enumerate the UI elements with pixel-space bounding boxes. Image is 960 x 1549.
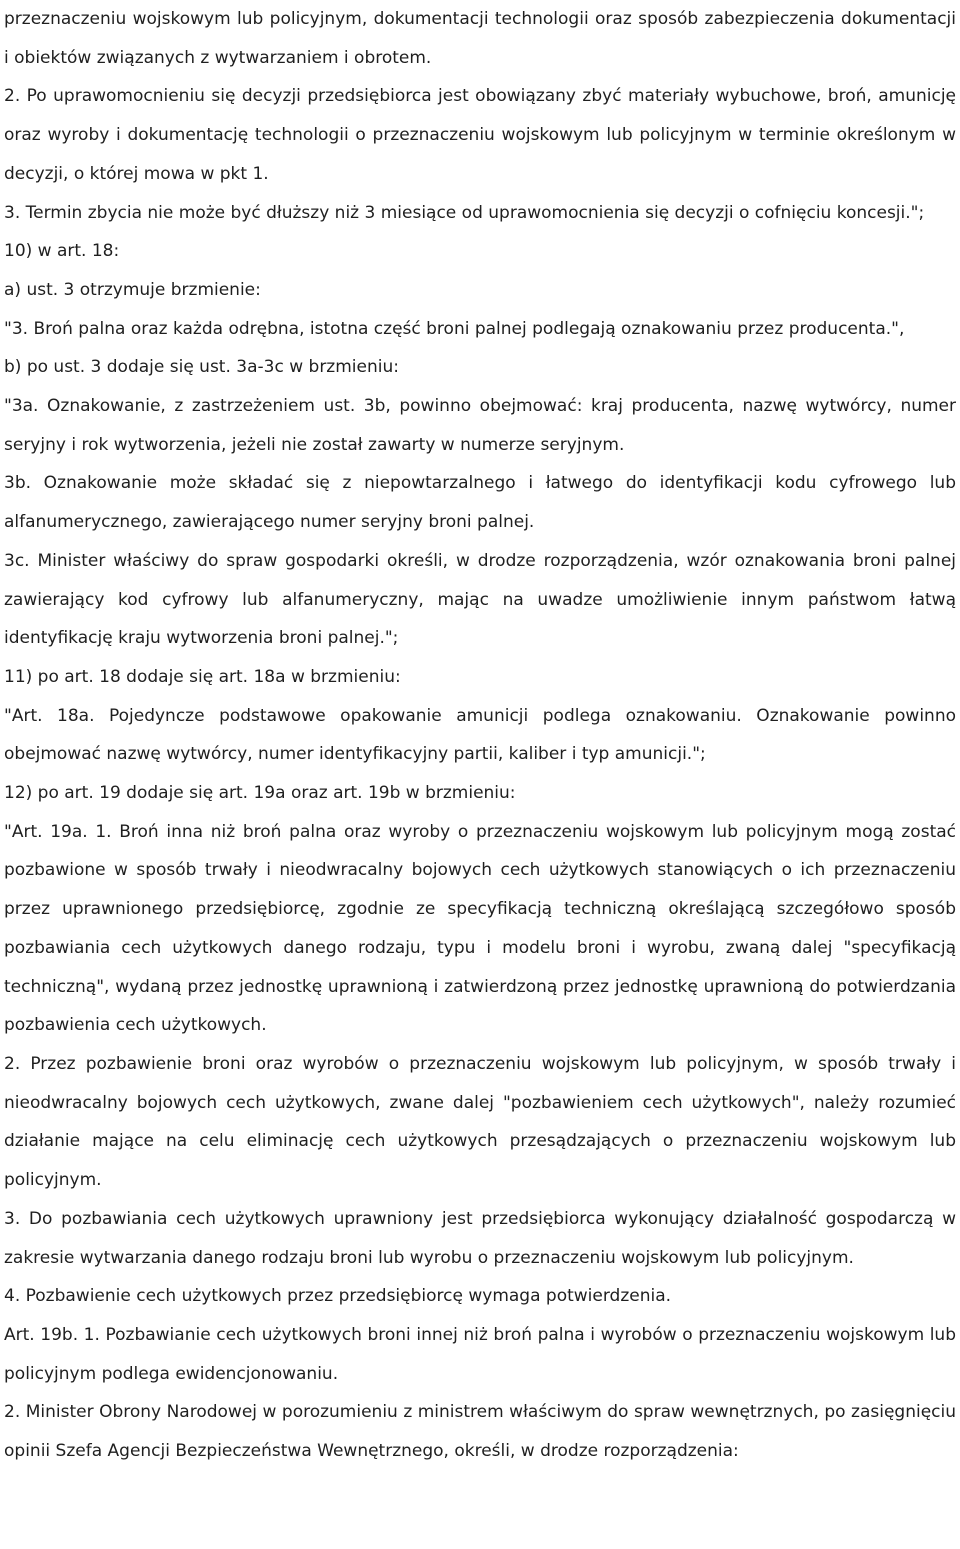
- paragraph: 2. Przez pozbawienie broni oraz wyrobów o przeznaczeniu wojskowym lub policyjnym, w sposób trwały i nieodwracalny bojowych cech użytkowych, zwane dalej "pozbawieniem cech użytkowych", należy rozumieć działanie mające na celu eliminację cech użytkowych przesądzających o przeznaczeniu wojskowym lub policyjnym.: [4, 1053, 956, 1191]
- paragraph: "3. Broń palna oraz każda odrębna, istotna część broni palnej podlegają oznakowaniu przez producenta.",: [4, 318, 905, 339]
- paragraph: 3b. Oznakowanie może składać się z niepowtarzalnego i łatwego do identyfikacji kodu cyfrowego lub alfanumerycznego, zawierającego numer seryjny broni palnej.: [4, 473, 956, 533]
- paragraph: 3. Termin zbycia nie może być dłuższy niż 3 miesiące od uprawomocnienia się decyzji o cofnięciu koncesji.";: [4, 202, 925, 223]
- paragraph: 3c. Minister właściwy do spraw gospodarki określi, w drodze rozporządzenia, wzór oznakowania broni palnej zawierający kod cyfrowy lub alfanumeryczny, mając na uwadze umożliwienie innym państwom łatwą identyfikację kraju wytworzenia broni palnej.";: [4, 550, 956, 649]
- paragraph: "3a. Oznakowanie, z zastrzeżeniem ust. 3b, powinno obejmować: kraj producenta, nazwę wytwórcy, numer seryjny i rok wytworzenia, jeżeli nie został zawarty w numerze seryjnym.: [4, 396, 956, 455]
- paragraph: 2. Po uprawomocnieniu się decyzji przedsiębiorca jest obowiązany zbyć materiały wybuchowe, broń, amunicję oraz wyroby i dokumentację technologii o przeznaczeniu wojskowym lub policyjnym w terminie określonym w decyzji, o której mowa w pkt 1.: [4, 86, 956, 184]
- paragraph: "Art. 19a. 1. Broń inna niż broń palna oraz wyroby o przeznaczeniu wojskowym lub policyjnym mogą zostać pozbawione w sposób trwały i nieodwracalny bojowych cech użytkowych stanowiących o ich przeznaczeniu przez uprawnionego przedsiębiorcę, zgodnie ze specyfikacją techniczną określającą szczegółowo sposób pozbawiania cech użytkowych danego rodzaju, typu i modelu broni i wyrobu, zwaną dalej "specyfikacją techniczną", wydaną przez jednostkę uprawnioną i zatwierdzoną przez jednostkę uprawnioną do potwierdzania pozbawienia cech użytkowych.: [4, 821, 956, 1036]
- paragraph: 4. Pozbawienie cech użytkowych przez przedsiębiorcę wymaga potwierdzenia.: [4, 1286, 672, 1307]
- document-body: [4, 0, 956, 1471]
- paragraph: a) ust. 3 otrzymuje brzmienie:: [4, 279, 261, 300]
- paragraph: 12) po art. 19 dodaje się art. 19a oraz art. 19b w brzmieniu:: [4, 783, 516, 804]
- paragraph: b) po ust. 3 dodaje się ust. 3a-3c w brzmieniu:: [4, 357, 399, 378]
- paragraph: Art. 19b. 1. Pozbawianie cech użytkowych broni innej niż broń palna i wyrobów o przeznaczeniu wojskowym lub policyjnym podlega ewidencjonowaniu.: [4, 1324, 956, 1384]
- paragraph: 2. Minister Obrony Narodowej w porozumieniu z ministrem właściwym do spraw wewnętrznych, po zasięgnięciu opinii Szefa Agencji Bezpieczeństwa Wewnętrznego, określi, w drodze rozporządzenia:: [4, 1402, 956, 1462]
- paragraph: 3. Do pozbawiania cech użytkowych uprawniony jest przedsiębiorca wykonujący działalność gospodarczą w zakresie wytwarzania danego rodzaju broni lub wyrobu o przeznaczeniu wojskowym lub policyjnym.: [4, 1208, 956, 1268]
- paragraph: przeznaczeniu wojskowym lub policyjnym, dokumentacji technologii oraz sposób zabezpieczenia dokumentacji i obiektów związanych z wytwarzaniem i obrotem.: [4, 9, 956, 68]
- paragraph: 10) w art. 18:: [4, 241, 120, 262]
- paragraph: 11) po art. 18 dodaje się art. 18a w brzmieniu:: [4, 666, 401, 687]
- paragraph: "Art. 18a. Pojedyncze podstawowe opakowanie amunicji podlega oznakowaniu. Oznakowanie powinno obejmować nazwę wytwórcy, numer identyfikacyjny partii, kaliber i typ amunicji.";: [4, 705, 956, 765]
